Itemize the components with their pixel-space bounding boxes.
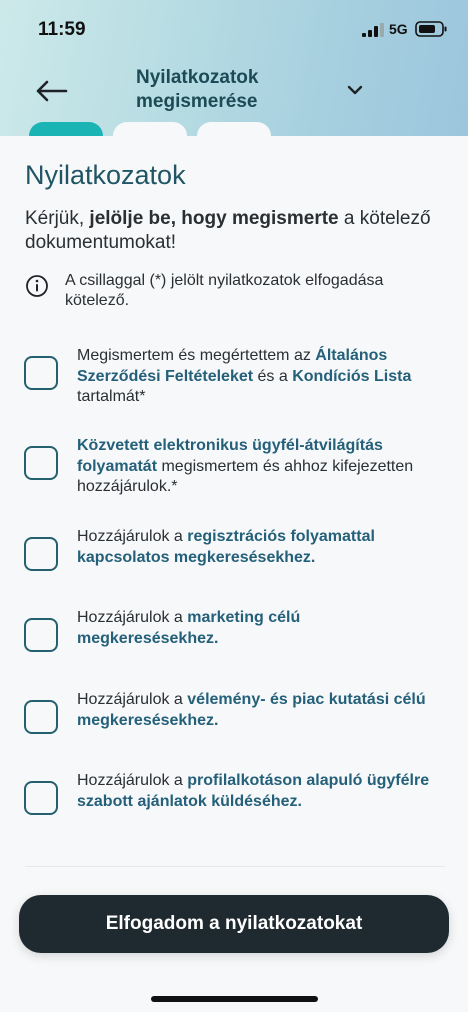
content-area <box>0 136 468 1012</box>
consent-text <box>77 346 437 408</box>
consent-text-segment: megismertem és ahhoz kifejezetten hozzájárulok.* <box>77 457 414 495</box>
status-bar <box>0 0 468 60</box>
consent-text-segment: Hozzájárulok a <box>77 691 188 708</box>
battery-icon <box>415 21 447 37</box>
intro-text <box>25 207 445 255</box>
title-dropdown-button[interactable] <box>342 80 368 100</box>
back-button[interactable] <box>30 72 72 110</box>
status-time: 11:59 <box>38 19 86 40</box>
consent-link[interactable]: Kondíciós Lista <box>292 367 412 385</box>
consent-checkbox[interactable] <box>24 700 58 734</box>
consent-text <box>77 771 437 812</box>
consent-text-segment: Hozzájárulok a <box>77 609 188 626</box>
consent-link[interactable]: Közvetett elektronikus ügyfél-átvilágítás folyamatát <box>77 437 383 475</box>
consent-link[interactable]: regisztrációs folyamattal kapcsolatos megkeresésekhez. <box>77 528 375 566</box>
consent-text <box>77 527 437 568</box>
intro-bold: jelölje be, hogy megismerte <box>89 208 339 229</box>
consent-text <box>77 436 437 498</box>
info-icon <box>25 274 49 298</box>
consent-text <box>77 690 437 731</box>
consent-link[interactable]: marketing célú megkeresésekhez. <box>77 609 301 647</box>
page-title: Nyilatkozatok megismerése <box>136 67 259 112</box>
consent-checkbox[interactable] <box>24 781 58 815</box>
signal-icon <box>362 23 384 37</box>
home-indicator <box>151 996 318 1002</box>
arrow-left-icon <box>34 79 68 103</box>
consent-text-segment: és a <box>253 367 293 385</box>
intro-part-2: a kötelező dokumentumokat! <box>25 208 431 253</box>
divider <box>25 866 445 867</box>
consent-checkbox[interactable] <box>24 618 58 652</box>
consent-text <box>77 608 437 649</box>
consent-link[interactable]: profilalkotáson alapuló ügyfélre szabott ajánlatok küldéséhez. <box>77 772 430 810</box>
consent-checkbox[interactable] <box>24 537 58 571</box>
consent-text-segment: tartalmát* <box>77 388 146 405</box>
info-text: A csillaggal (*) jelölt nyilatkozatok elfogadása kötelező. <box>65 272 384 309</box>
consent-text-segment: Hozzájárulok a <box>77 528 188 545</box>
consent-link[interactable]: vélemény- és piac kutatási célú megkeresésekhez. <box>77 691 426 729</box>
header <box>0 0 468 136</box>
consent-link[interactable]: Általános Szerződési Feltételeket <box>77 347 388 385</box>
consent-checkbox[interactable] <box>24 356 58 390</box>
consent-text-segment: Megismertem és megértettem az <box>77 347 316 364</box>
consent-checkbox[interactable] <box>24 446 58 480</box>
chevron-down-icon <box>347 85 363 95</box>
section-heading: Nyilatkozatok <box>25 160 186 190</box>
accept-button[interactable]: Elfogadom a nyilatkozatokat <box>19 895 449 953</box>
network-label: 5G <box>389 21 408 37</box>
consent-text-segment: Hozzájárulok a <box>77 772 188 789</box>
intro-part-1: Kérjük, <box>25 208 90 229</box>
